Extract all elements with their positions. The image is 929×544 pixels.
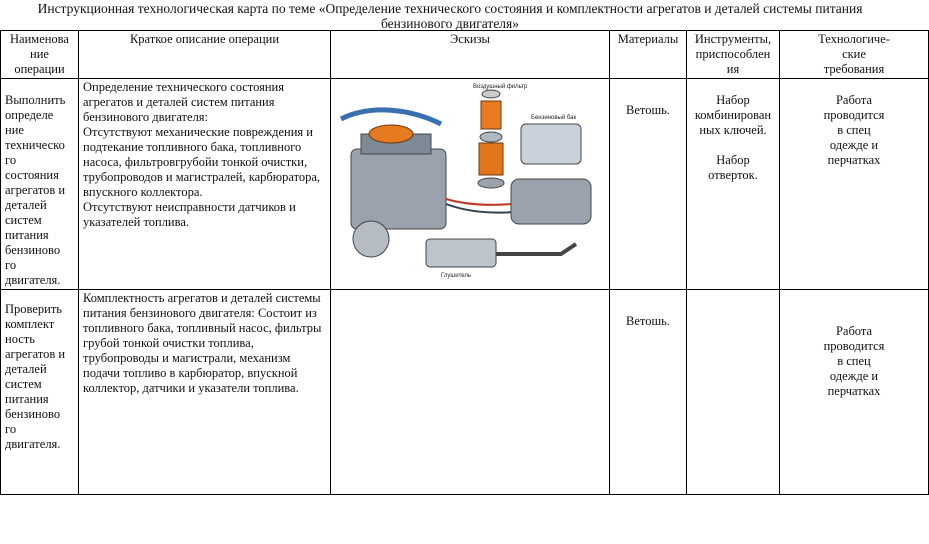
fuel-tank-label: Бензиновый бак (531, 115, 577, 121)
header-requirements: Технологиче- ские требования (780, 31, 929, 79)
engine-block (351, 149, 446, 229)
filter-ring (480, 132, 502, 142)
header-sketches: Эскизы (331, 31, 610, 79)
row1-tools: Набор комбинирован ных ключей. Набор отверток. (687, 79, 780, 290)
row2-operation: Проверить комплект ность агрегатов и деталей систем питания бензиново го двигателя. (1, 290, 79, 495)
muffler-label: Глушитель (441, 273, 472, 279)
fuel-tank-detail (521, 124, 581, 164)
row2-materials: Ветошь. (610, 290, 687, 495)
row1-requirements: Работа проводится в спец одежде и перчатках (780, 79, 929, 290)
row2-requirements: Работа проводится в спец одежде и перчатках (780, 290, 929, 495)
header-materials: Материалы (610, 31, 687, 79)
filter-element-lower (479, 143, 503, 175)
air-filter (369, 125, 413, 143)
row1-description: Определение технического состояния агрегатов и деталей систем питания бензинового двигателя: Отсутствуют механические повреждения и подтекание топливного бака, топливного насоса, фильтровгрубойи тонкой очистки, трубопроводов и магистралей, карбюратора, впускного коллектора. Отсутствуют неисправности датчиков и указателей топлива. (79, 79, 331, 290)
technology-card-table (0, 30, 929, 495)
intake-manifold (341, 110, 441, 124)
header-row (1, 31, 929, 79)
table-row (1, 79, 929, 290)
air-filter-label: Воздушный фильтр (473, 84, 528, 90)
filter-base (478, 178, 504, 188)
row1-materials: Ветошь. (610, 79, 687, 290)
row2-sketch-cell (331, 290, 610, 495)
engine-pulley (353, 221, 389, 257)
row1-operation: Выполнить определе ние техническо го состояния агрегатов и деталей систем питания бензиново го двигателя. (1, 79, 79, 290)
row2-tools (687, 290, 780, 495)
page-title: Инструкционная технологическая карта по теме «Определение технического состояния и комплектности агрегатов и деталей системы питания бензинового двигателя» (37, 1, 863, 31)
fuel-tank (511, 179, 591, 224)
header-operation: Наименова ние операции (1, 31, 79, 79)
filter-cap (482, 90, 500, 98)
header-tools: Инструменты, приспособлен ия (687, 31, 780, 79)
filter-element-upper (481, 101, 501, 129)
fuel-system-diagram (331, 79, 599, 283)
row1-sketch-cell (331, 79, 610, 290)
exhaust-pipe (496, 244, 576, 254)
row2-description: Комплектность агрегатов и деталей системы питания бензинового двигателя: Состоит из топливного бака, топливный насос, фильтры грубой тонкой очистки топлива, трубопроводы и магистрали, механизм подачи топливо в карбюратор, впускной коллектор, датчики и указатели топлива. (79, 290, 331, 495)
muffler (426, 239, 496, 267)
header-description: Краткое описание операции (79, 31, 331, 79)
table-row (1, 290, 929, 495)
